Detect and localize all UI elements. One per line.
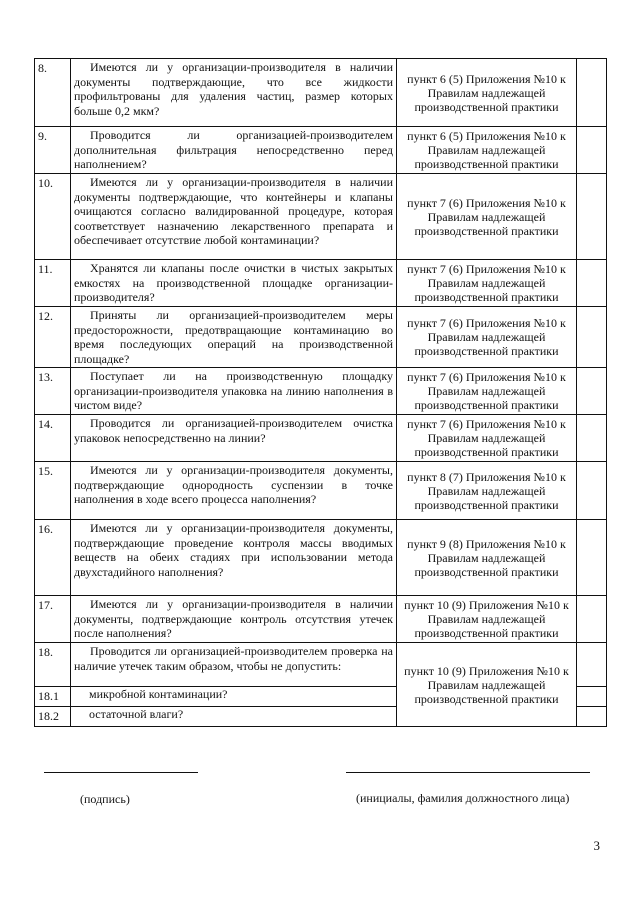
row-number: 15. [35, 462, 71, 520]
row-number: 16. [35, 520, 71, 596]
signature-line [44, 772, 198, 773]
regulation-reference: пункт 6 (5) Приложения №10 к Правилам надлежащей производственной практики [397, 127, 577, 174]
regulation-reference: пункт 10 (9) Приложения №10 к Правилам надлежащей производственной практики [397, 643, 577, 727]
row-number: 11. [35, 260, 71, 307]
row-number: 18.1 [35, 687, 71, 707]
signature-label: (подпись) [80, 792, 130, 806]
answer-cell [577, 643, 607, 687]
row-number: 12. [35, 307, 71, 368]
question-text: Приняты ли организацией-производителем меры предосторожности, предотвращающие контаминацию во время последующих операций на производственной площадке? [71, 307, 397, 368]
question-text: Поступает ли на производственную площадку организации-производителя упаковка на линию наполнения в чистом виде? [71, 368, 397, 415]
official-name-label: (инициалы, фамилия должностного лица) [356, 791, 570, 805]
table-row [35, 307, 607, 368]
regulation-reference: пункт 9 (8) Приложения №10 к Правилам надлежащей производственной практики [397, 520, 577, 596]
row-number: 10. [35, 174, 71, 260]
row-number: 18.2 [35, 707, 71, 727]
table-row [35, 59, 607, 127]
question-text: микробной контаминации? [71, 687, 397, 707]
answer-cell [577, 687, 607, 707]
table-row [35, 462, 607, 520]
table-row [35, 520, 607, 596]
checklist-table [34, 58, 607, 727]
answer-cell [577, 260, 607, 307]
row-number: 14. [35, 415, 71, 462]
regulation-reference: пункт 6 (5) Приложения №10 к Правилам надлежащей производственной практики [397, 59, 577, 127]
row-number: 9. [35, 127, 71, 174]
question-text: Имеются ли у организации-производителя документы, подтверждающие однородность суспензии в точке наполнения в ходе всего процесса наполнения? [71, 462, 397, 520]
table-row [35, 643, 607, 687]
answer-cell [577, 59, 607, 127]
answer-cell [577, 415, 607, 462]
answer-cell [577, 368, 607, 415]
question-text: Проводится ли организацией-производителем проверка на наличие утечек таким образом, чтобы не допустить: [71, 643, 397, 687]
question-text: Имеются ли у организации-производителя в наличии документы, подтверждающие контроль отсутствия утечек после наполнения? [71, 596, 397, 643]
table-row [35, 368, 607, 415]
row-number: 17. [35, 596, 71, 643]
table-row [35, 415, 607, 462]
answer-cell [577, 127, 607, 174]
answer-cell [577, 462, 607, 520]
answer-cell [577, 596, 607, 643]
regulation-reference: пункт 7 (6) Приложения №10 к Правилам надлежащей производственной практики [397, 174, 577, 260]
question-text: остаточной влаги? [71, 707, 397, 727]
question-text: Имеются ли у организации-производителя в наличии документы подтверждающие, что все жидкости профильтрованы для удаления частиц, размер которых больше 0,2 мкм? [71, 59, 397, 127]
row-number: 18. [35, 643, 71, 687]
regulation-reference: пункт 7 (6) Приложения №10 к Правилам надлежащей производственной практики [397, 260, 577, 307]
question-text: Проводится ли организацией-производителем дополнительная фильтрация непосредственно перед наполнением? [71, 127, 397, 174]
question-text: Имеются ли у организации-производителя документы, подтверждающие проведение контроля массы вводимых веществ на обеих стадиях при использовании метода двухстадийного наполнения? [71, 520, 397, 596]
question-text: Хранятся ли клапаны после очистки в чистых закрытых емкостях на производственной площадке организации-производителя? [71, 260, 397, 307]
table-row [35, 596, 607, 643]
question-text: Проводится ли организацией-производителем очистка упаковок непосредственно на линии? [71, 415, 397, 462]
answer-cell [577, 174, 607, 260]
table-row [35, 127, 607, 174]
row-number: 8. [35, 59, 71, 127]
regulation-reference: пункт 7 (6) Приложения №10 к Правилам надлежащей производственной практики [397, 415, 577, 462]
table-row [35, 174, 607, 260]
regulation-reference: пункт 8 (7) Приложения №10 к Правилам надлежащей производственной практики [397, 462, 577, 520]
regulation-reference: пункт 10 (9) Приложения №10 к Правилам надлежащей производственной практики [397, 596, 577, 643]
checklist-body [35, 59, 607, 727]
page-number: 3 [593, 838, 600, 853]
table-row [35, 260, 607, 307]
answer-cell [577, 707, 607, 727]
regulation-reference: пункт 7 (6) Приложения №10 к Правилам надлежащей производственной практики [397, 307, 577, 368]
question-text: Имеются ли у организации-производителя в наличии документы подтверждающие, что контейнеры и клапаны очищаются согласно валидированной процедуре, которая соответствует назначению лекарственного препарата и обеспечивает отсутствие любой контаминации? [71, 174, 397, 260]
name-line [346, 772, 590, 773]
answer-cell [577, 520, 607, 596]
answer-cell [577, 307, 607, 368]
regulation-reference: пункт 7 (6) Приложения №10 к Правилам надлежащей производственной практики [397, 368, 577, 415]
row-number: 13. [35, 368, 71, 415]
